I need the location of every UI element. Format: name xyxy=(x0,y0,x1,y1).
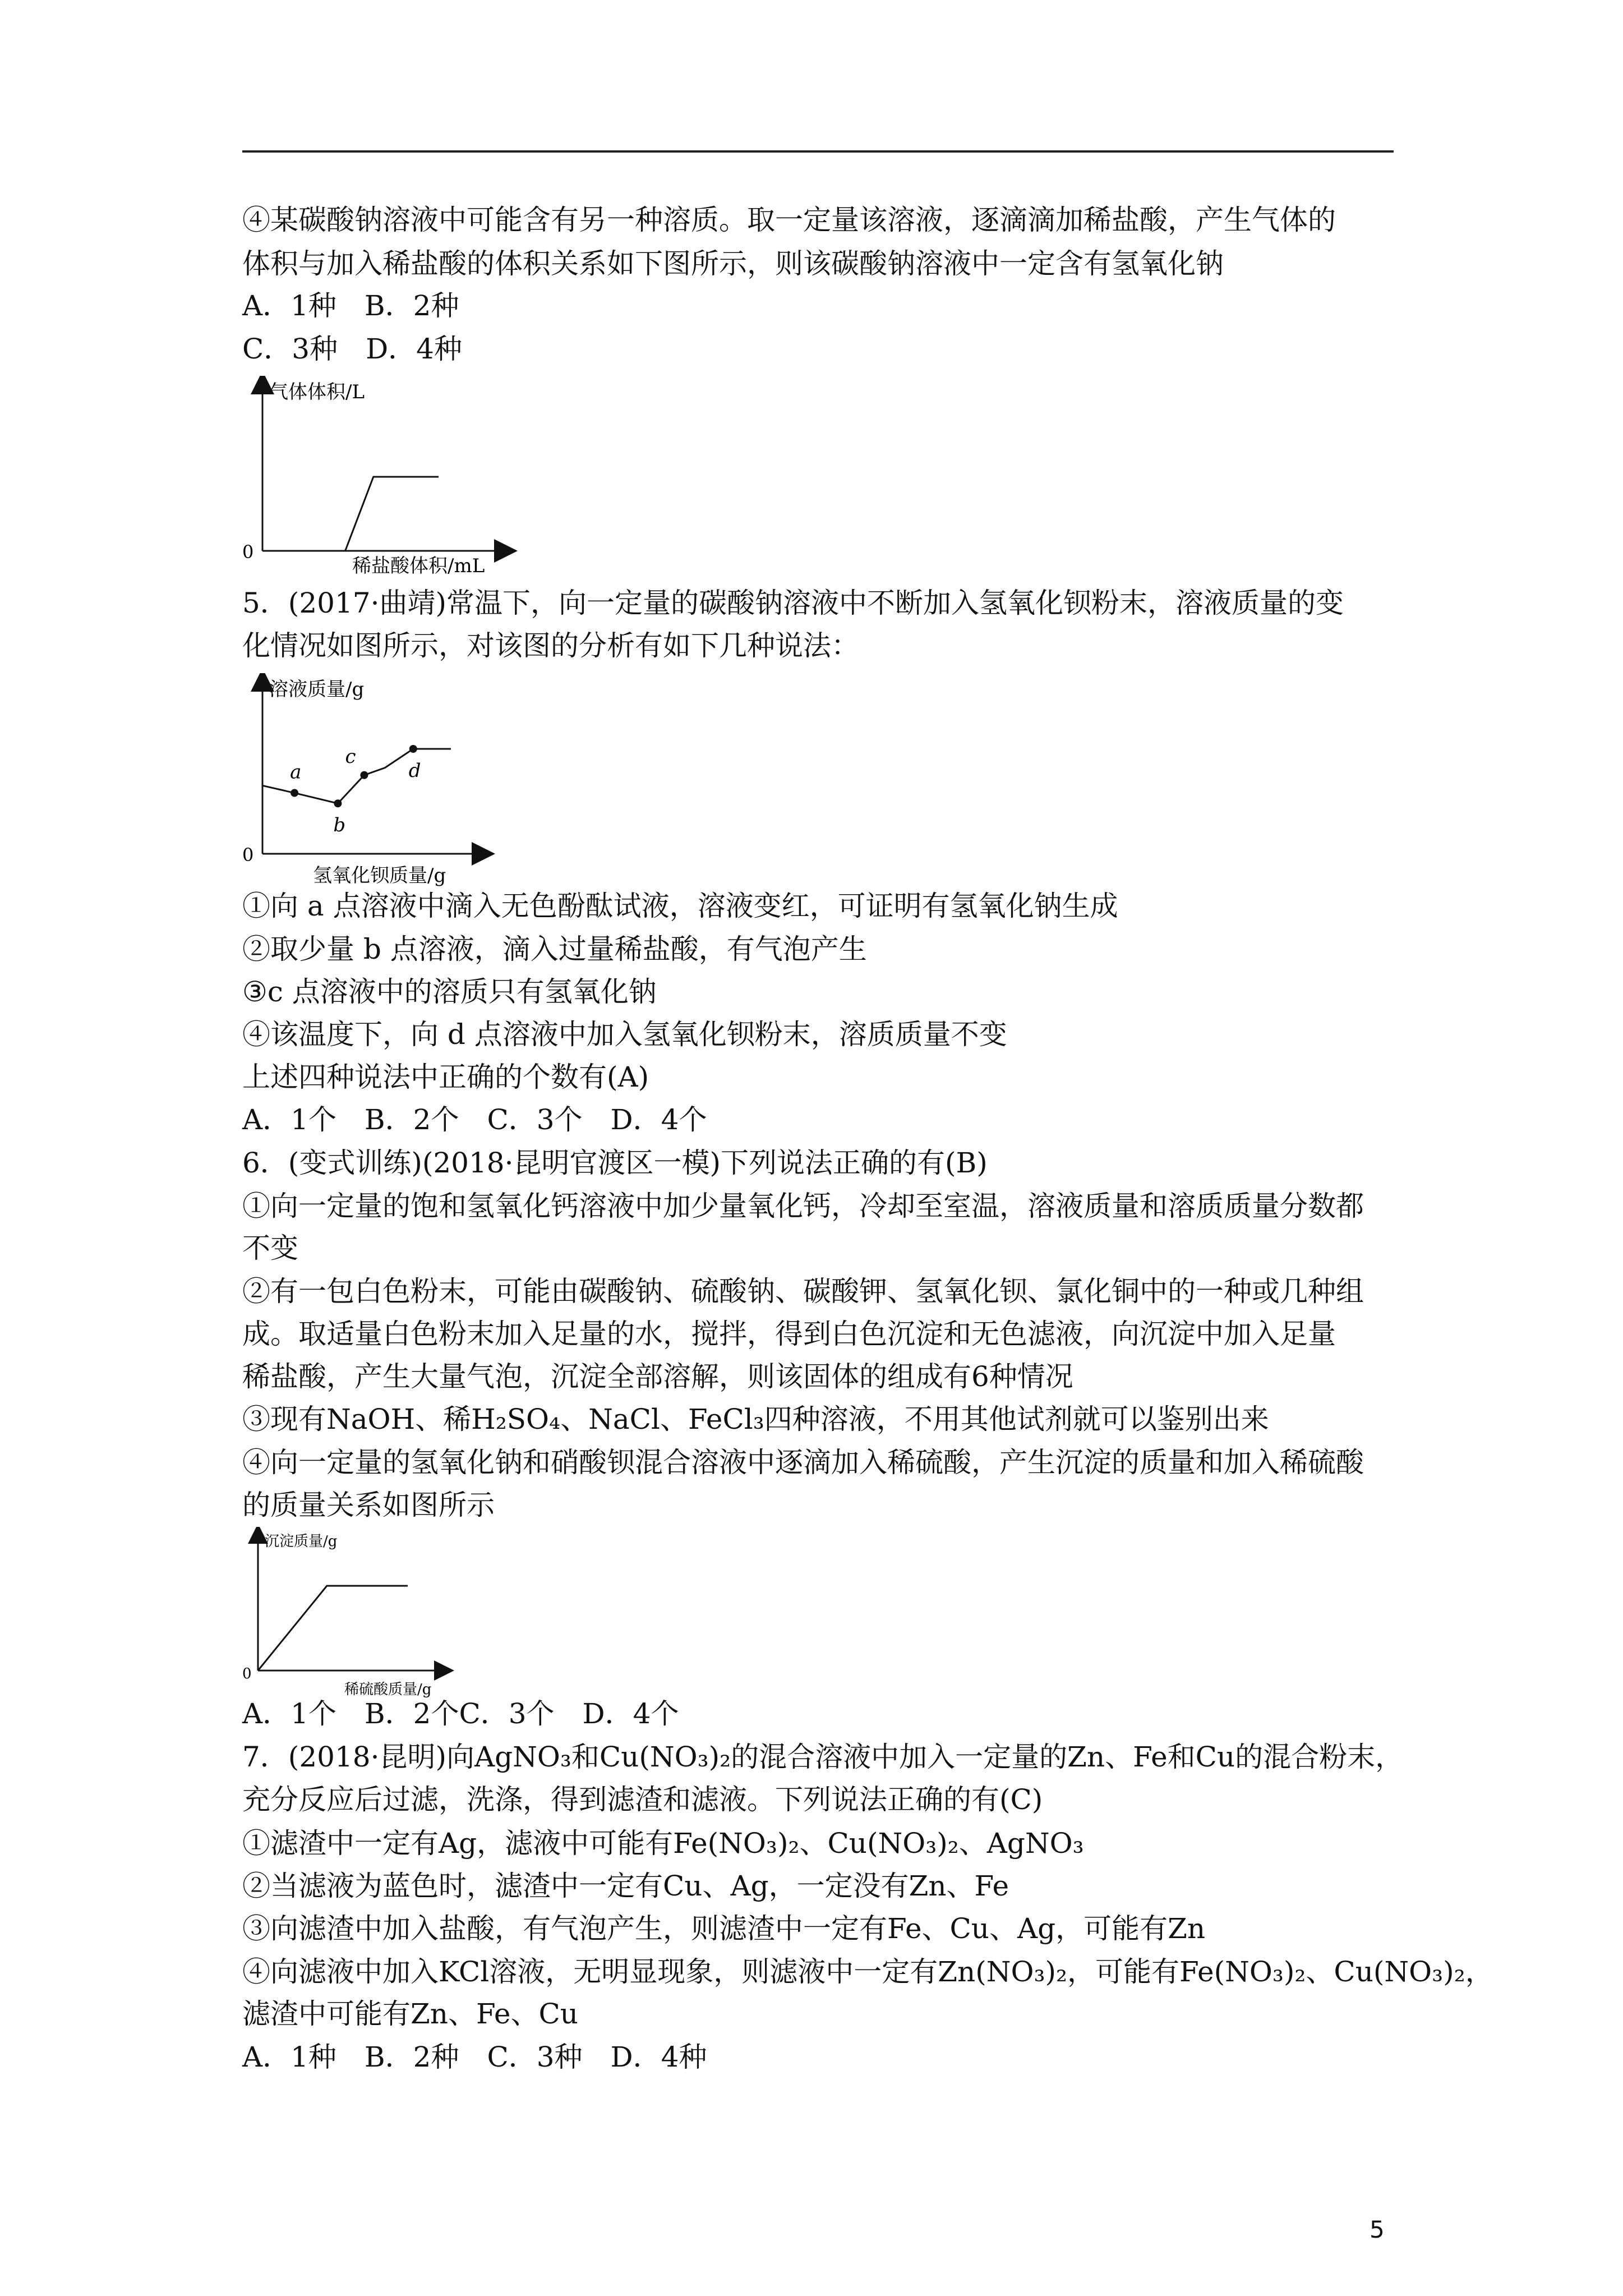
q4-statement-line: 体积与加入稀盐酸的体积关系如下图所示，则该碳酸钠溶液中一定含有氢氧化钠 xyxy=(242,247,1224,280)
x-axis-label: 稀硫酸质量/g xyxy=(344,1681,432,1698)
x-axis-label: 稀盐酸体积/mL xyxy=(352,555,485,577)
q6-statement-line: ①向一定量的饱和氢氧化钙溶液中加少量氧化钙，冷却至室温，溶液质量和溶质质量分数都 xyxy=(242,1190,1364,1222)
origin-label: 0 xyxy=(242,541,254,563)
q6-statement-line: ③现有NaOH、稀H₂SO₄、NaCl、FeCl₃四种溶液，不用其他试剂就可以鉴别出来 xyxy=(242,1403,1269,1435)
precipitate-series-line xyxy=(258,1586,408,1671)
y-axis-label: 气体体积/L xyxy=(269,381,365,403)
q5-statement-4: ④该温度下，向 d 点溶液中加入氢氧化钡粉末，溶质质量不变 xyxy=(242,1018,1007,1051)
q7-statement-4: ④向滤液中加入KCl溶液，无明显现象，则滤液中一定有Zn(NO₃)₂，可能有Fe(NO₃)₂、Cu(NO₃)₂， xyxy=(242,1955,1493,1988)
gas-volume-chart xyxy=(242,376,523,580)
q7-stem-line: 7．(2018·昆明)向AgNO₃和Cu(NO₃)₂的混合溶液中加入一定量的Zn、Fe和Cu的混合粉末， xyxy=(242,1741,1404,1773)
q5-statement-2: ②取少量 b 点溶液，滴入过量稀盐酸，有气泡产生 xyxy=(242,933,867,965)
q5-stem-line: 化情况如图所示，对该图的分析有如下几种说法： xyxy=(242,629,859,662)
q7-options: A．1种 B．2种 C．3种 D．4种 xyxy=(242,2041,707,2073)
q6-statement-line: 成。取适量白色粉末加入足量的水，搅拌，得到白色沉淀和无色滤液，向沉淀中加入足量 xyxy=(242,1318,1336,1350)
point-c xyxy=(360,771,368,779)
q4-options: C．3种 D．4种 xyxy=(242,333,462,365)
origin-label: 0 xyxy=(242,844,254,866)
point-b xyxy=(334,799,342,807)
point-label-c: c xyxy=(345,745,356,768)
q7-statement-1: ①滤渣中一定有Ag，滤液中可能有Fe(NO₃)₂、Cu(NO₃)₂、AgNO₃ xyxy=(242,1827,1084,1860)
header-rule xyxy=(242,150,1394,153)
q5-statement-3: ③c 点溶液中的溶质只有氢氧化钠 xyxy=(242,976,657,1008)
q6-options: A．1个 B．2个C．3个 D．4个 xyxy=(242,1697,679,1730)
q6-stem: 6．(变式训练)(2018·昆明官渡区一模)下列说法正确的有(B) xyxy=(242,1147,988,1179)
q6-statement-line: ②有一包白色粉末，可能由碳酸钠、硫酸钠、碳酸钾、氢氧化钡、氯化铜中的一种或几种组 xyxy=(242,1275,1364,1308)
q7-statement-3: ③向滤渣中加入盐酸，有气泡产生，则滤渣中一定有Fe、Cu、Ag，可能有Zn xyxy=(242,1912,1206,1945)
point-d xyxy=(409,745,417,753)
q6-statement-line: 稀盐酸，产生大量气泡，沉淀全部溶解，则该固体的组成有6种情况 xyxy=(242,1360,1073,1393)
point-label-a: a xyxy=(290,761,302,784)
q6-statement-line: 不变 xyxy=(242,1232,298,1264)
point-a xyxy=(291,789,298,797)
q4-options: A．1种 B．2种 xyxy=(242,289,459,322)
precipitate-mass-chart xyxy=(242,1527,478,1709)
point-label-d: d xyxy=(408,760,421,782)
q5-stem-line: 5．(2017·曲靖)常温下，向一定量的碳酸钠溶液中不断加入氢氧化钡粉末，溶液质量的变 xyxy=(242,587,1344,619)
q6-statement-line: 的质量关系如图所示 xyxy=(242,1489,495,1521)
q5-options: A．1个 B．2个 C．3个 D．4个 xyxy=(242,1103,707,1136)
q5-statement-1: ①向 a 点溶液中滴入无色酚酞试液，溶液变红，可证明有氢氧化钠生成 xyxy=(242,890,1118,922)
page-number: 5 xyxy=(1370,2216,1385,2243)
solution-mass-chart xyxy=(242,673,523,894)
labeled-points xyxy=(290,745,421,836)
q6-statement-line: ④向一定量的氢氧化钠和硝酸钡混合溶液中逐滴加入稀硫酸，产生沉淀的质量和加入稀硫酸 xyxy=(242,1446,1364,1479)
q7-statement-4-cont: 滤渣中可能有Zn、Fe、Cu xyxy=(242,1998,578,2030)
q4-statement-line: ④某碳酸钠溶液中可能含有另一种溶质。取一定量该溶液，逐滴滴加稀盐酸，产生气体的 xyxy=(242,204,1336,236)
q7-statement-2: ②当滤液为蓝色时，滤渣中一定有Cu、Ag，一定没有Zn、Fe xyxy=(242,1870,1009,1902)
q5-question: 上述四种说法中正确的个数有(A) xyxy=(242,1061,649,1093)
q7-stem-line: 充分反应后过滤，洗涤，得到滤渣和滤液。下列说法正确的有(C) xyxy=(242,1783,1043,1816)
gas-volume-series-line xyxy=(262,477,439,551)
x-axis-label: 氢氧化钡质量/g xyxy=(313,864,446,887)
origin-label: 0 xyxy=(242,1665,252,1682)
point-label-b: b xyxy=(333,814,346,837)
y-axis-label: 溶液质量/g xyxy=(269,678,365,701)
y-axis-label: 沉淀质量/g xyxy=(265,1533,338,1550)
